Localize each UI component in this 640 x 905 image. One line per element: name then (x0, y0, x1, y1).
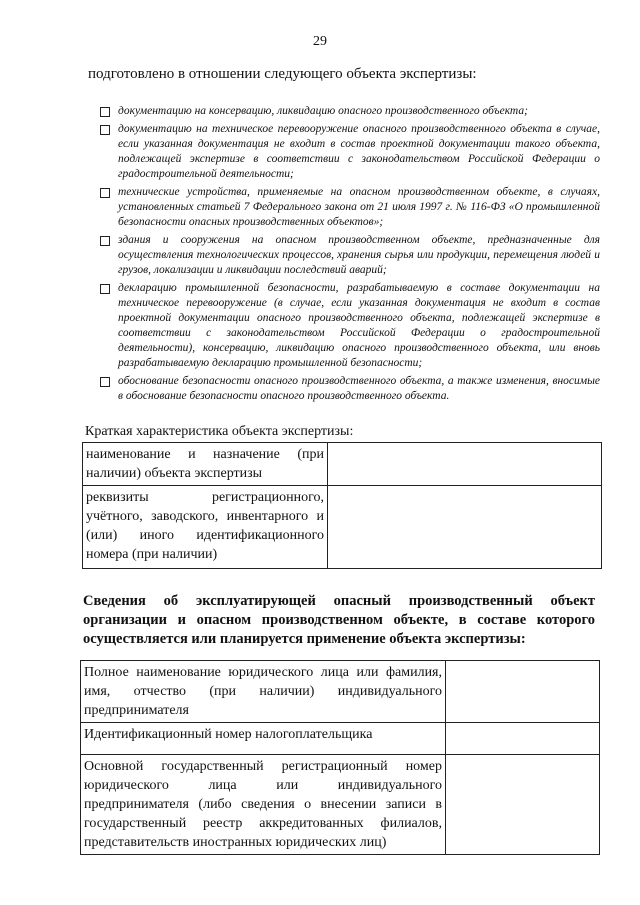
row-label: наименование и назначение (при наличии) объекта экспертизы (83, 443, 328, 486)
checkbox-icon[interactable] (100, 188, 110, 198)
table-row (81, 661, 600, 723)
value-cell[interactable] (328, 486, 602, 569)
option-label: обоснование безопасности опасного производственного объекта, а также изменения, вносимые в обоснование безопасности опасного производственного объекта. (118, 375, 600, 402)
characteristics-table (82, 442, 602, 569)
checkbox-icon[interactable] (100, 107, 110, 117)
row-label: реквизиты регистрационного, учётного, заводского, инвентарного и (или) иного идентификационного номера (при наличии) (83, 486, 328, 569)
options-list (100, 104, 600, 407)
intro-text: подготовлено в отношении следующего объекта экспертизы: (88, 66, 477, 82)
option-label: документацию на консервацию, ликвидацию опасного производственного объекта; (118, 105, 528, 117)
option-label: технические устройства, применяемые на опасном производственном объекте, в случаях, установленных статьей 7 Федерального закона от 21 июля 1997 г. № 116-ФЗ «О промышленной безопасности опасных производственных объектов»; (118, 186, 600, 228)
option-label: здания и сооружения на опасном производственном объекте, предназначенные для осуществления технологических процессов, хранения сырья или продукции, перемещения людей и грузов, локализации и ликвидации последствий аварий; (118, 234, 600, 276)
option-item[interactable] (100, 104, 600, 119)
checkbox-icon[interactable] (100, 377, 110, 387)
value-cell[interactable] (328, 443, 602, 486)
table-row (81, 755, 600, 855)
row-label: Идентификационный номер налогоплательщика (81, 723, 446, 755)
option-label: документацию на техническое перевооружение опасного производственного объекта в случае, если указанная документация не входит в состав проектной документации такого объекта, подлежащей экспертизе в соответствии с законодательством Российской Федерации о градостроительной деятельности; (118, 123, 600, 180)
option-item[interactable] (100, 374, 600, 404)
option-item[interactable] (100, 122, 600, 182)
option-label: декларацию промышленной безопасности, разрабатываемую в составе документации на техническое перевооружение (в случае, если указанная документация не входит в состав проектной документации опасного производственного объекта, подлежащей экспертизе в соответствии с законодательством Российской Федерации о градостроительной деятельности), консервацию, ликвидацию опасного производственного объекта, или вновь разрабатываемую декларацию промышленной безопасности; (118, 282, 600, 369)
table-row (83, 486, 602, 569)
table-row (83, 443, 602, 486)
option-item[interactable] (100, 281, 600, 371)
checkbox-icon[interactable] (100, 236, 110, 246)
option-item[interactable] (100, 233, 600, 278)
value-cell[interactable] (446, 661, 600, 723)
row-label: Основной государственный регистрационный номер юридического лица или индивидуального предпринимателя (либо сведения о внесении записи в государственный реестр аккредитованных филиалов, представительств иностранных юридических лиц) (81, 755, 446, 855)
characteristics-label: Краткая характеристика объекта экспертизы: (85, 424, 354, 439)
operator-heading: Сведения об эксплуатирующей опасный производственный объект организации и опасном производственном объекте, в составе которого осуществляется или планируется применение объекта экспертизы: (83, 593, 595, 647)
option-item[interactable] (100, 185, 600, 230)
table-row (81, 723, 600, 755)
checkbox-icon[interactable] (100, 125, 110, 135)
value-cell[interactable] (446, 723, 600, 755)
row-label: Полное наименование юридического лица или фамилия, имя, отчество (при наличии) индивидуального предпринимателя (81, 661, 446, 723)
operator-table (80, 660, 600, 855)
page-number: 29 (313, 34, 327, 49)
checkbox-icon[interactable] (100, 284, 110, 294)
value-cell[interactable] (446, 755, 600, 855)
